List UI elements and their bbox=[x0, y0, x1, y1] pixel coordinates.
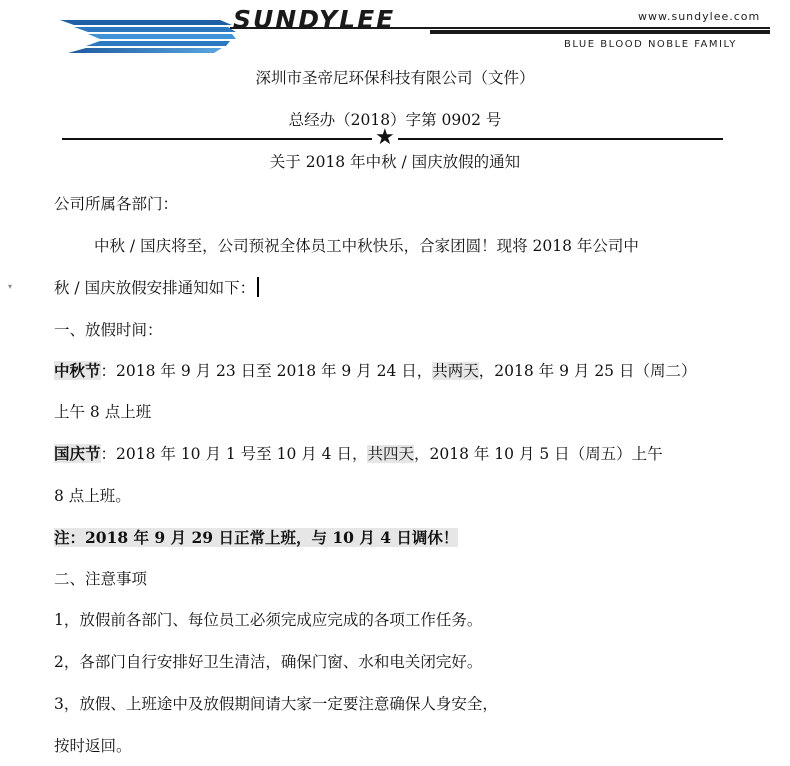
section-heading-holiday-time: 一、放假时间： bbox=[54, 321, 163, 339]
national-day-dates: ：2018 年 10 月 1 号至 10 月 4 日， bbox=[100, 445, 368, 463]
intro-paragraph-line2[interactable] bbox=[54, 276, 259, 298]
note-item-3-continued: 按时返回。 bbox=[54, 737, 132, 755]
midautumn-return: ，2018 年 9 月 25 日（周二） bbox=[478, 362, 697, 380]
note-item-2: 2，各部门自行安排好卫生清洁，确保门窗、水和电关闭完好。 bbox=[54, 653, 483, 671]
midautumn-dates: ：2018 年 9 月 23 日至 2018 年 9 月 24 日， bbox=[100, 362, 433, 380]
note-item-1: 1，放假前各部门、每位员工必须完成应完成的各项工作任务。 bbox=[54, 611, 483, 629]
note-item-3: 3，放假、上班途中及放假期间请大家一定要注意确保人身安全， bbox=[54, 695, 498, 713]
adjustment-note-text: 注：2018 年 9 月 29 日正常上班，与 10 月 4 日调休！ bbox=[54, 528, 459, 547]
midautumn-label: 中秋节 bbox=[54, 361, 101, 380]
national-day-label: 国庆节 bbox=[54, 444, 101, 463]
text-cursor bbox=[257, 277, 259, 297]
national-day-schedule bbox=[54, 442, 663, 464]
midautumn-days: 共两天 bbox=[432, 362, 479, 380]
intro-paragraph-line1: 中秋 / 国庆将至，公司预祝全体员工中秋快乐，合家团圆！现将 2018 年公司中 bbox=[94, 237, 639, 255]
salutation: 公司所属各部门： bbox=[54, 195, 179, 213]
letterhead bbox=[0, 0, 790, 60]
section-heading-notes: 二、注意事项 bbox=[54, 570, 148, 588]
brand-tagline: BLUE BLOOD NOBLE FAMILY bbox=[564, 39, 737, 50]
document-number: 总经办（2018）字第 0902 号 bbox=[288, 111, 502, 129]
midautumn-schedule bbox=[54, 359, 696, 381]
notice-title: 关于 2018 年中秋 / 国庆放假的通知 bbox=[269, 153, 521, 171]
red-header-line-right bbox=[398, 138, 723, 140]
midautumn-return-line2: 上午 8 点上班 bbox=[54, 403, 152, 421]
red-header-line-left bbox=[62, 138, 372, 140]
brand-logo-text: SUNDYLEE bbox=[233, 5, 396, 34]
company-name: 深圳市圣帝尼环保科技有限公司（文件） bbox=[255, 69, 535, 87]
national-day-return: ，2018 年 10 月 5 日（周五）上午 bbox=[414, 445, 663, 463]
website-url: www.sundylee.com bbox=[638, 10, 761, 23]
star-icon: ★ bbox=[375, 125, 395, 150]
national-day-return-line2: 8 点上班。 bbox=[54, 487, 131, 505]
national-day-days: 共四天 bbox=[367, 445, 414, 463]
adjustment-note bbox=[54, 526, 458, 548]
margin-marker-icon: ▾ bbox=[8, 282, 13, 291]
intro-line2-text: 秋 / 国庆放假安排通知如下： bbox=[54, 279, 256, 297]
